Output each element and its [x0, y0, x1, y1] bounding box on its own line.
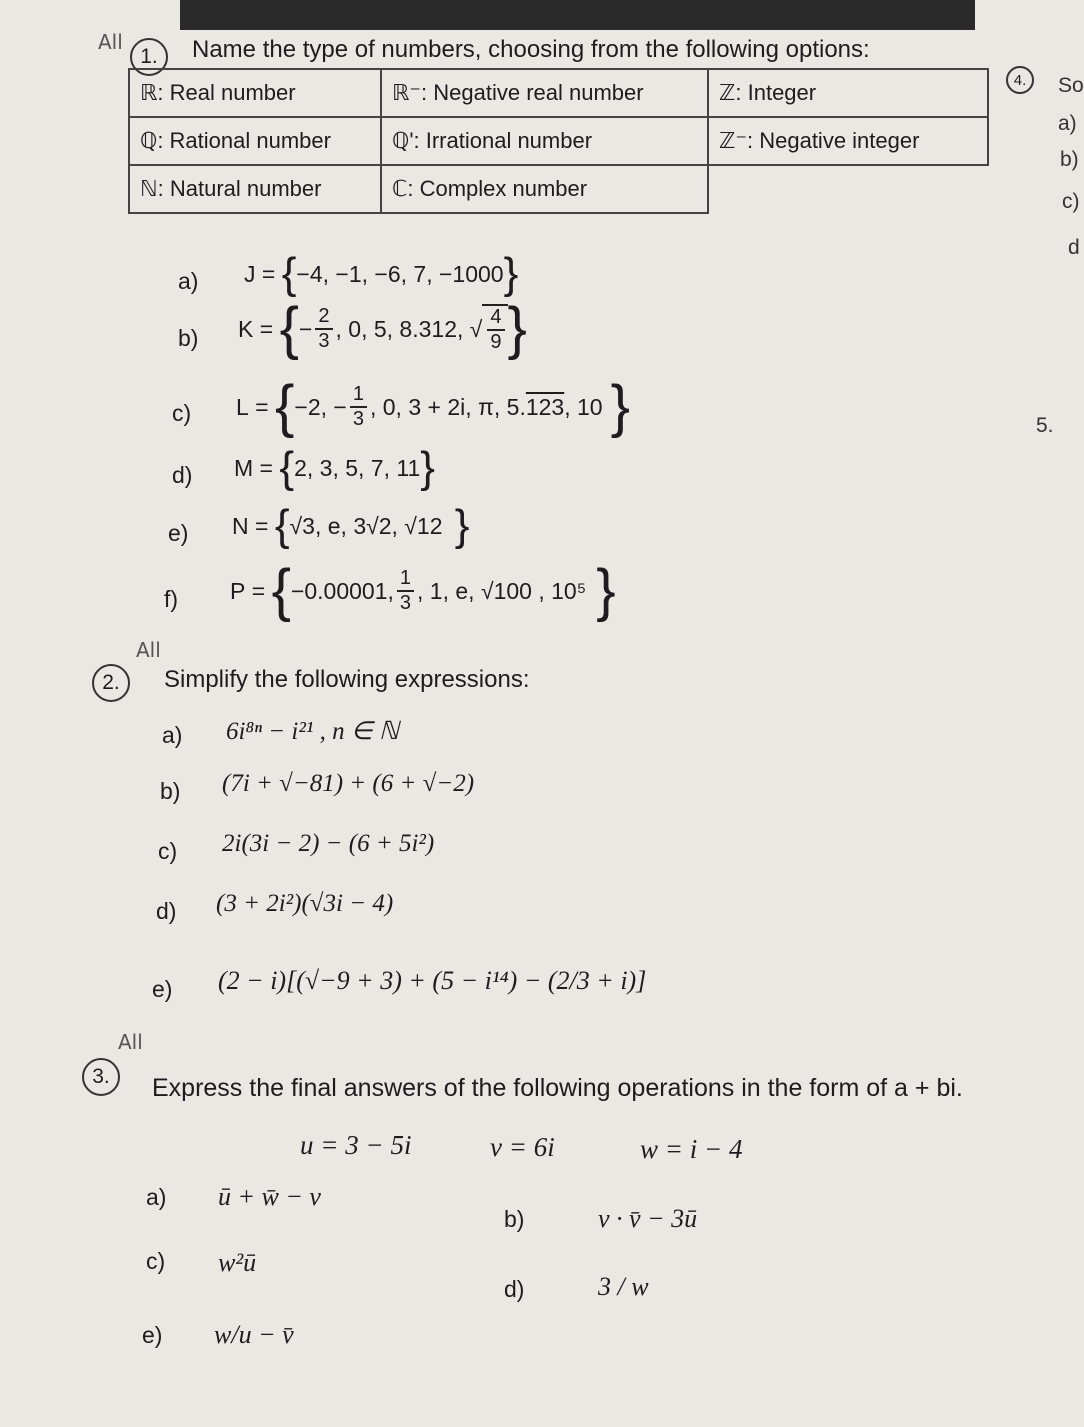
- set-members: , 10: [564, 393, 603, 420]
- q3-item-d-expr: 3 / w: [598, 1272, 649, 1301]
- margin-note-q2: All: [136, 638, 161, 662]
- option-cell: ℤ: Integer: [708, 69, 988, 117]
- q3-item-label: d): [504, 1276, 525, 1302]
- q1-item-e: N = { √3, e, 3√2, √12 }: [232, 501, 470, 550]
- option-cell: ℕ: Natural number: [129, 165, 381, 213]
- q1-item-label: d): [172, 462, 193, 488]
- repeating-decimal: 123: [525, 393, 565, 420]
- question-5-number: 5.: [1036, 414, 1054, 437]
- q4-item-label: b): [1060, 148, 1079, 171]
- q1-item-f: P = { −0.00001, $\frac{1}{3}$ , 1, e, √100 , 10⁵ }: [230, 558, 616, 623]
- set-name: J: [244, 260, 256, 287]
- set-members: −0.00001,: [290, 577, 394, 604]
- set-name: M: [234, 454, 254, 481]
- fraction: $\frac{2}{3}$: [315, 305, 332, 353]
- q2-item-a-expr: 6i⁸ⁿ − i²¹ , n ∈ ℕ: [226, 718, 399, 745]
- q4-item-label: d: [1068, 236, 1080, 259]
- option-cell-empty: [708, 165, 988, 213]
- option-cell: ℝ⁻: Negative real number: [381, 69, 708, 117]
- q2-item-d-expr: (3 + 2i²)(√3i − 4): [216, 890, 394, 917]
- q1-item-d: M = { 2, 3, 5, 7, 11 }: [234, 443, 435, 492]
- q2-item-label: a): [162, 722, 183, 748]
- q2-item-b-expr: (7i + √−81) + (6 + √−2): [222, 770, 475, 797]
- q3-item-b-expr: v · v̄ − 3ū: [598, 1204, 698, 1233]
- variable-v: v = 6i: [490, 1132, 555, 1162]
- set-members: −2,: [294, 393, 328, 420]
- question-3-number: 3.: [82, 1058, 120, 1096]
- question-2-prompt: Simplify the following expressions:: [164, 666, 530, 693]
- set-members: √3, e, 3√2, √12: [289, 512, 443, 539]
- q2-item-label: d): [156, 898, 177, 924]
- set-name: N: [232, 512, 249, 539]
- q2-item-label: b): [160, 778, 181, 804]
- question-4-number: 4.: [1006, 66, 1034, 94]
- set-members: 0, 5, 8.312,: [348, 315, 464, 342]
- question-1-number: 1.: [130, 38, 168, 76]
- set-name: P: [230, 577, 246, 604]
- q2-item-e-expr: (2 − i)[(√−9 + 3) + (5 − i¹⁴) − (2/3 + i)]: [218, 966, 647, 995]
- set-name: L: [236, 393, 249, 420]
- option-cell: ℝ: Real number: [129, 69, 381, 117]
- q1-item-b: K = { − $\frac{2}{3}$ , 0, 5, 8.312, √ $\frac{4}{9}$ }: [238, 296, 527, 361]
- q1-item-label: e): [168, 520, 189, 546]
- q1-item-a: J = { −4, −1, −6, 7, −1000 }: [244, 249, 519, 298]
- set-members: −4, −1, −6, 7, −1000: [296, 260, 504, 287]
- q2-item-c-expr: 2i(3i − 2) − (6 + 5i²): [222, 830, 435, 857]
- q1-item-c: L = { −2, − $\frac{1}{3}$ , 0, 3 + 2i, π, 5. 123 , 10 }: [236, 374, 630, 439]
- variable-w: w = i − 4: [640, 1134, 743, 1164]
- set-members: , 1, e, √100 , 10⁵: [417, 577, 587, 604]
- option-cell: ℚ': Irrational number: [381, 117, 708, 165]
- q4-item-label: c): [1062, 190, 1080, 213]
- options-row: [129, 117, 988, 165]
- question-2-number: 2.: [92, 664, 130, 702]
- q2-item-label: e): [152, 976, 173, 1002]
- option-cell: ℚ: Rational number: [129, 117, 381, 165]
- question-4-text: So: [1058, 74, 1084, 97]
- q3-item-label: a): [146, 1184, 167, 1210]
- set-members: 2, 3, 5, 7, 11: [294, 454, 421, 481]
- options-row: [129, 69, 988, 117]
- option-cell: ℂ: Complex number: [381, 165, 708, 213]
- q2-item-label: c): [158, 838, 178, 864]
- set-name: K: [238, 315, 254, 342]
- number-options-table: [128, 68, 989, 214]
- option-cell: ℤ⁻: Negative integer: [708, 117, 988, 165]
- question-1-prompt: Name the type of numbers, choosing from the following options:: [192, 36, 870, 63]
- set-members: , 0, 3 + 2i, π, 5.: [369, 393, 526, 420]
- q1-item-label: a): [178, 268, 199, 294]
- q1-item-label: c): [172, 400, 192, 426]
- margin-note-q1: All: [98, 30, 123, 54]
- q3-item-label: e): [142, 1322, 163, 1348]
- q3-item-label: c): [146, 1248, 166, 1274]
- margin-note-q3: All: [118, 1030, 143, 1054]
- options-row: [129, 165, 988, 213]
- q3-item-label: b): [504, 1206, 525, 1232]
- q3-item-a-expr: ū + w̄ − v: [218, 1182, 321, 1211]
- variable-u: u = 3 − 5i: [300, 1130, 412, 1160]
- question-3-prompt: Express the final answers of the following operations in the form of a + bi.: [152, 1074, 963, 1102]
- q3-item-e-expr: w/u − v̄: [214, 1320, 294, 1349]
- q1-item-label: b): [178, 325, 199, 351]
- q4-item-label: a): [1058, 112, 1077, 135]
- q3-item-c-expr: w²ū: [218, 1248, 257, 1277]
- q1-item-label: f): [164, 586, 179, 612]
